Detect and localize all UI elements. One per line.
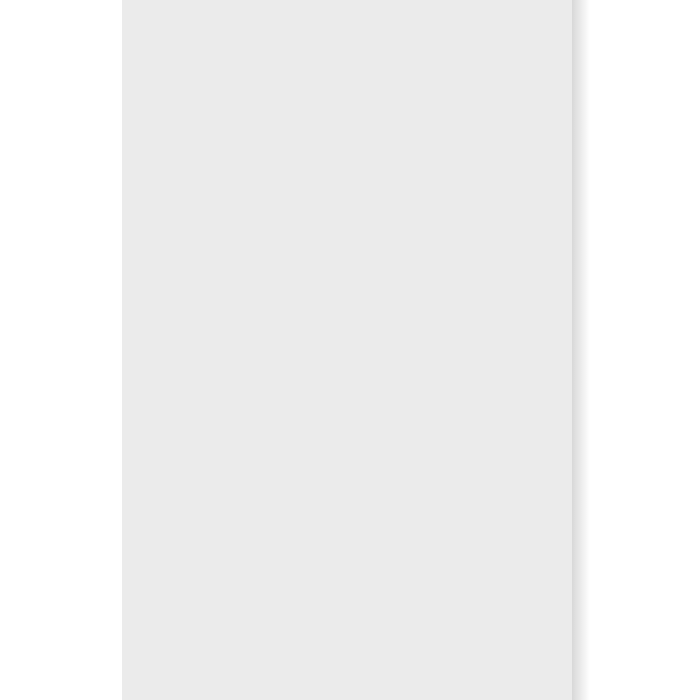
table-of-contents	[146, 10, 554, 76]
section-heading-folk-tales	[146, 20, 554, 40]
section-heading-poems	[146, 54, 554, 74]
page-edge-shadow	[572, 0, 590, 700]
book-page	[122, 0, 572, 700]
